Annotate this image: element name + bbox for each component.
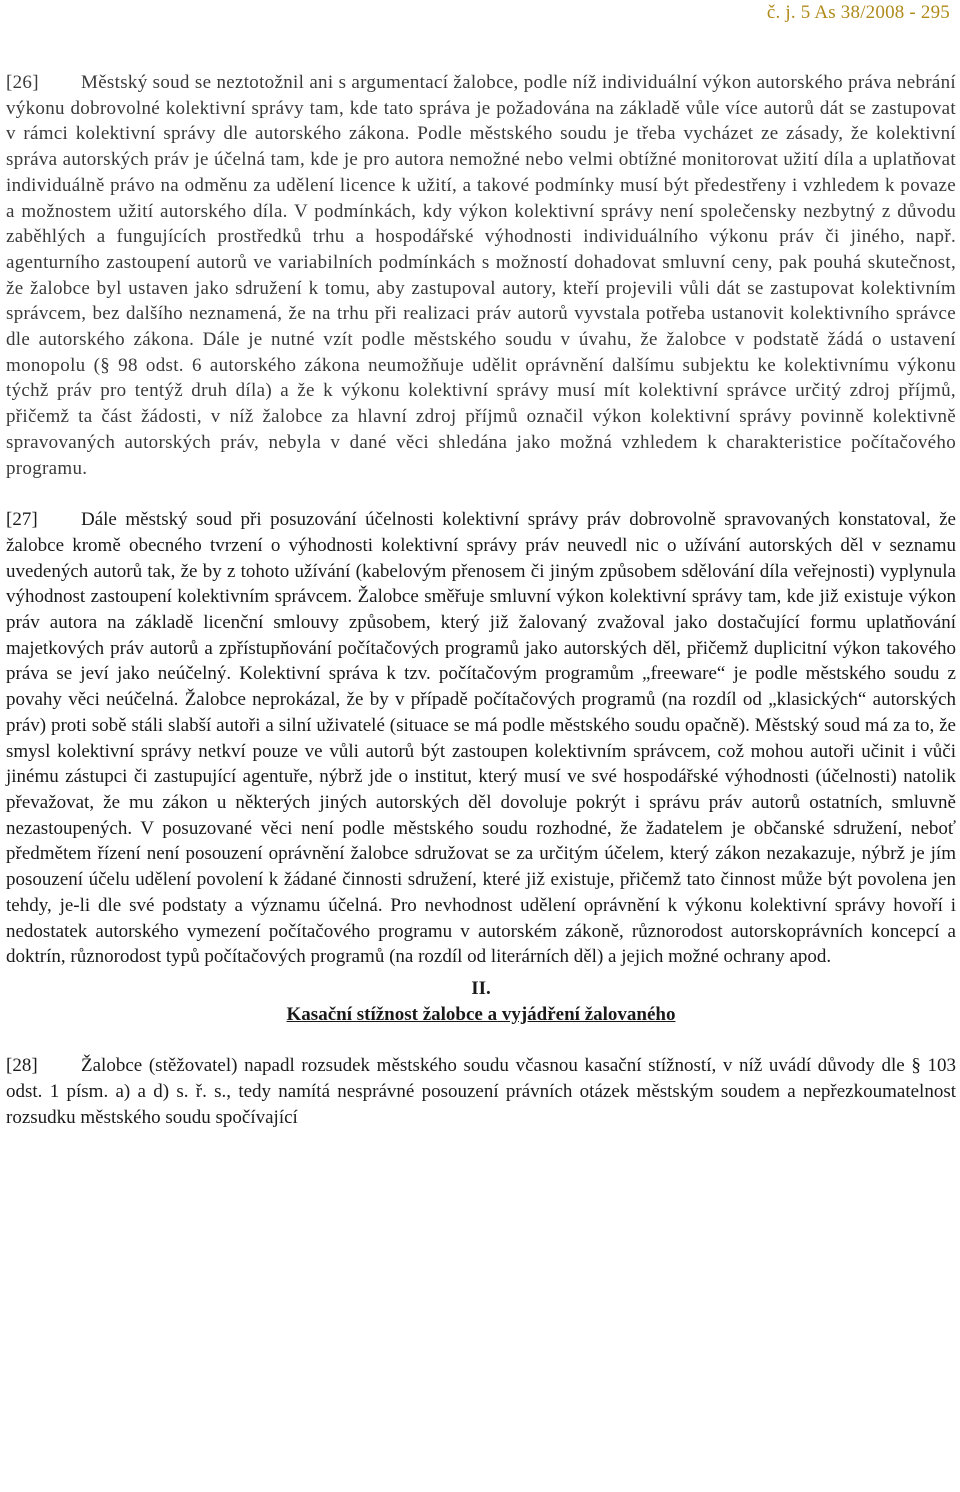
section-title: Kasační stížnost žalobce a vyjádření žalovaného: [286, 1003, 676, 1025]
paragraph-text: Městský soud se neztotožnil ani s argumentací žalobce, podle níž individuální výkon autorského práva nebrání výkonu dobrovolné kolektivní správy tam, kde tato správa je požadována na základě vůle více autorů dát se zastupovat v rámci kolektivní správy dle autorského zákona. Podle městského soudu je třeba vycházet ze zásady, že kolektivní správa autorských práv je účelná tam, kde je pro autora nemožné nebo velmi obtížné monitorovat užití díla a uplatňovat individuálně právo na odměnu za udělení licence k užití, a takové podmínky musí být předestřeny i vzhledem k povaze a možnostem užití autorského díla. V podmínkách, kdy výkon kolektivní správy není společensky nezbytný z důvodu zaběhlých a fungujících prostředků trhu a hospodářské výhodnosti individuálního výkonu práv či jiného, např. agenturního zastoupení autorů ve variabilních podmínkách s možností dohadovat smluvní ceny, pak pouhá skutečnost, že žalobce byl ustaven jako sdružení k tomu, aby zastupoval autory, kteří projevili vůli dát se zastupovat kolektivním správcem, bez dalšího neznamená, že na trhu při realizaci práv autorů vyvstala potřeba ustanovit kolektivního správce dle autorského zákona. Dále je nutné vzít podle městského soudu v úvahu, že žalobce v podstatě žádá o ustavení monopolu (§ 98 odst. 6 autorského zákona neumožňuje udělit oprávnění dalšímu subjektu ke kolektivnímu výkonu týchž práv pro tentýž druh díla) a že k výkonu kolektivní správy musí mít kolektivní správce určitý zdroj příjmů, přičemž ta část žádosti, v níž žalobce za hlavní zdroj příjmů označil výkon kolektivní správy povinně kolektivně spravovaných autorských práv, nebyla v dané věci shledána jako možná vzhledem k charakteristice počítačového programu.: [6, 72, 956, 479]
paragraph-number: [27]: [6, 509, 38, 531]
section-number: II.: [471, 977, 491, 999]
case-reference: č. j. 5 As 38/2008 - 295: [766, 2, 950, 23]
paragraph-number: [28]: [6, 1055, 38, 1077]
paragraph-27: [6, 507, 956, 970]
paragraph-26: [6, 70, 956, 481]
paragraph-text: Dále městský soud při posuzování účelnosti kolektivní správy práv dobrovolně spravovaných konstatoval, že žalobce kromě obecného tvrzení o výhodnosti kolektivní správy práv neuvedl nic o užívání autorských děl v seznamu uvedených autorů tak, že by z tohoto užívání (kabelovým přenosem či jiným způsobem sdělování díla veřejnosti) vyplynula výhodnost zastoupení kolektivním správcem. Žalobce směřuje smluvní výkon kolektivní správy tam, kde již existuje výkon práv autora na základě licenční smlouvy způsobem, který již žalovaný zvažoval jako dostačující formu uplatňování majetkových práv autorů a zpřístupňování počítačových programů jako autorských děl, přičemž duplicitní výkon takového práva se jeví jako neúčelný. Kolektivní správa k tzv. počítačovým programům „freeware“ je podle městského soudu z povahy věci neúčelná. Žalobce neprokázal, že by v případě počítačových programů (na rozdíl od „klasických“ autorských práv) proti sobě stáli slabší autoři a silní uživatelé (situace se má podle městského soudu opačně). Městský soud má za to, že smysl kolektivní správy netkví pouze ve vůli autorů být zastoupen kolektivním správcem, což mohou autoři učinit i vůči jinému zástupci či zastupující agentuře, nýbrž jde o institut, který musí ve své hospodářské výhodnosti (účelnosti) natolik převažovat, že mu zákon u některých jiných autorských děl dovoluje pokrýt i správu práv autorů ostatních, smluvně nezastoupených. V posuzované věci není podle městského soudu rozhodné, že žadatelem je občanské sdružení, neboť předmětem řízení není posouzení oprávnění žalobce sdružovat se za určitým účelem, který zákon nezakazuje, nýbrž je jím posouzení účelu udělení povolení k žádané činnosti sdružení, které již existuje, přičemž tato činnost může být povolena jen tehdy, je-li dle své podstaty a významu účelná. Pro nevhodnost udělení oprávnění k výkonu kolektivní správy hovoří i nedostatek autorského vymezení počítačového programu v autorském zákoně, různorodost autorskoprávních koncepcí a doktrín, různorodost typů počítačových programů (na rozdíl od literárních děl) a jejich možné ochrany apod.: [6, 509, 956, 968]
paragraph-number: [26]: [6, 72, 39, 93]
paragraph-text: Žalobce (stěžovatel) napadl rozsudek městského soudu včasnou kasační stížností, v níž uvádí důvody dle § 103 odst. 1 písm. a) a d) s. ř. s., tedy namítá nesprávné posouzení právních otázek městským soudem a nepřezkoumatelnost rozsudku městského soudu spočívající: [6, 1055, 956, 1128]
document-body: [6, 70, 956, 1130]
paragraph-28: [6, 1053, 956, 1130]
